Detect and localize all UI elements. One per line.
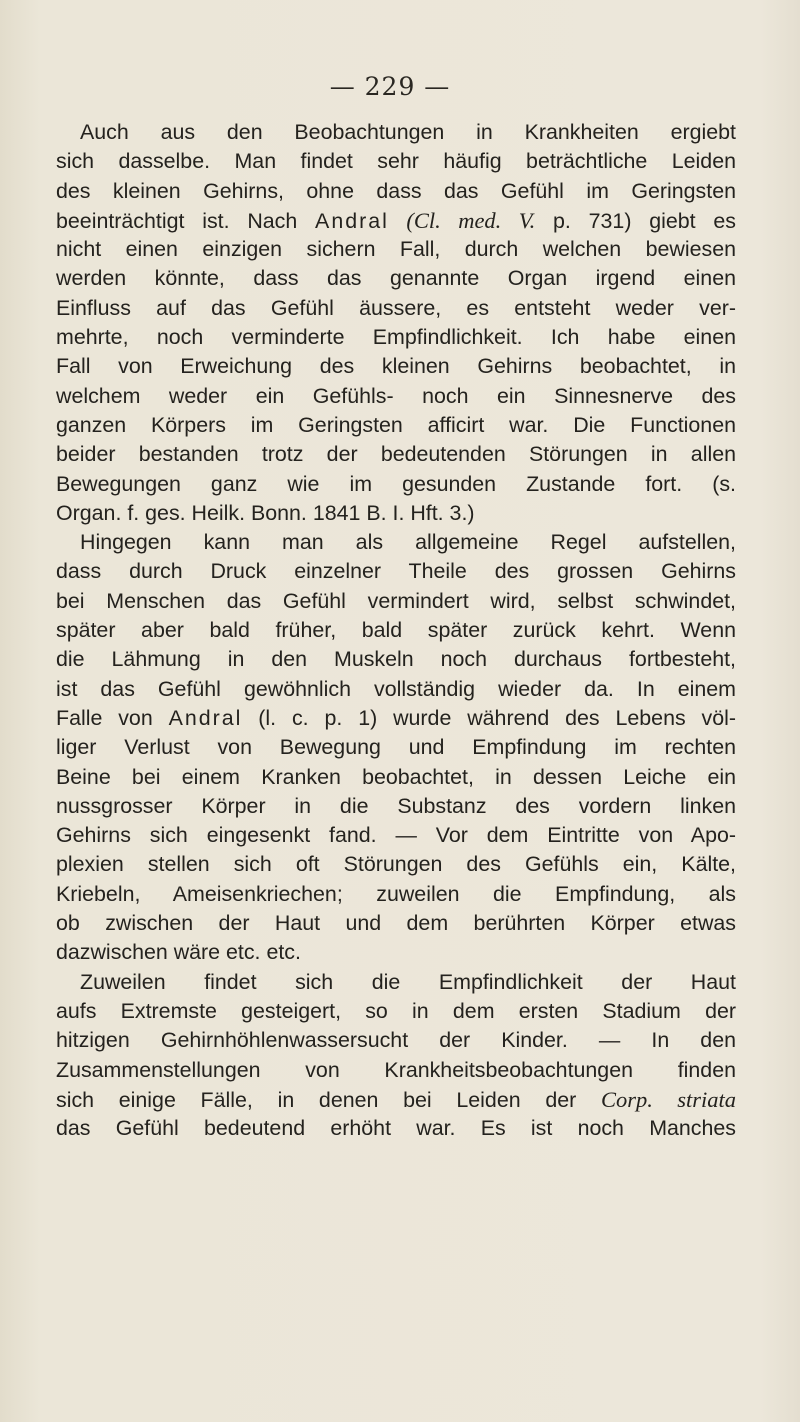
text-line: liger Verlust von Bewegung und Empfindung im rechten [56,735,736,760]
text-line: Kriebeln, Ameisenkriechen; zuweilen die Empfindung, als [56,881,736,906]
text-line: Fall von Erweichung des kleinen Gehirns beobachtet, in [56,354,736,379]
text-segment: beeinträchtigt ist. Nach [56,208,316,233]
text-line: Auch aus den Beobachtungen in Krankheiten ergiebt [80,120,736,144]
text-line: hitzigen Gehirnhöhlenwassersucht der Kinder. — In den [56,1028,736,1053]
text-line: mehrte, noch verminderte Empfindlichkeit. Ich habe einen [56,325,736,350]
text-segment: (l. c. p. 1) wurde während des Lebens völ- [242,705,736,730]
text-line: aufs Extremste gesteigert, so in dem ersten Stadium der [56,998,736,1023]
text-line: ist das Gefühl gewöhnlich vollständig wieder da. In einem [56,676,736,701]
text-line: Bewegungen ganz wie im gesunden Zustande fort. (s. [56,471,736,496]
text-line: des kleinen Gehirns, ohne dass das Gefühl im Geringsten [56,178,736,203]
text-line-with-citation [56,704,736,733]
text-line-with-italic [56,1085,736,1114]
text-line: welchem weder ein Gefühls- noch ein Sinnesnerve des [56,383,736,408]
text-line: Hingegen kann man als allgemeine Regel aufstellen, [80,530,736,555]
citation-title: (Cl. med. V. [388,207,536,233]
text-line: ob zwischen der Haut und dem berührten Körper etwas [56,911,736,936]
text-line: dass durch Druck einzelner Theile des grossen Gehirns [56,559,736,584]
text-line: nussgrosser Körper in die Substanz des vordern linken [56,793,736,818]
text-line: beider bestanden trotz der bedeutenden Störungen in allen [56,442,736,467]
author-name: Andral [168,705,243,730]
text-line: Gehirns sich eingesenkt fand. — Vor dem Eintritte von Apo- [56,823,736,848]
text-line: werden könnte, dass das genannte Organ irgend einen [56,266,736,291]
text-line-with-citation [56,206,736,235]
text-line: plexien stellen sich oft Störungen des Gefühls ein, Kälte, [56,852,736,877]
text-line: bei Menschen das Gefühl vermindert wird, selbst schwindet, [56,588,736,613]
text-segment: sich einige Fälle, in denen bei Leiden der [56,1087,601,1112]
anatomical-term: Corp. striata [600,1086,736,1112]
text-line: Organ. f. ges. Heilk. Bonn. 1841 B. I. Hft. 3.) [56,500,475,525]
text-line: Einfluss auf das Gefühl äussere, es entsteht weder ver- [56,295,736,320]
text-line: das Gefühl bedeutend erhöht war. Es ist noch Manches [56,1116,736,1141]
page-number: — 229 — [329,72,451,101]
text-line: Zuweilen findet sich die Empfindlichkeit der Haut [80,969,736,994]
text-line: nicht einen einzigen sichern Fall, durch welchen bewiesen [56,237,736,262]
text-line: Zusammenstellungen von Krankheitsbeobachtungen finden [56,1057,736,1082]
text-line: dazwischen wäre etc. etc. [56,940,301,965]
text-line: sich dasselbe. Man findet sehr häufig beträchtliche Leiden [56,149,736,174]
text-line: die Lähmung in den Muskeln noch durchaus fortbesteht, [56,647,736,672]
text-line: ganzen Körpers im Geringsten afficirt war. Die Functionen [56,412,736,437]
text-line: später aber bald früher, bald später zurück kehrt. Wenn [56,618,736,643]
body-text [56,118,736,1143]
text-segment: Falle von [56,705,169,730]
text-line: Beine bei einem Kranken beobachtet, in dessen Leiche ein [56,764,736,789]
text-segment: p. 731) giebt es [535,208,736,233]
author-name: Andral [315,208,389,233]
